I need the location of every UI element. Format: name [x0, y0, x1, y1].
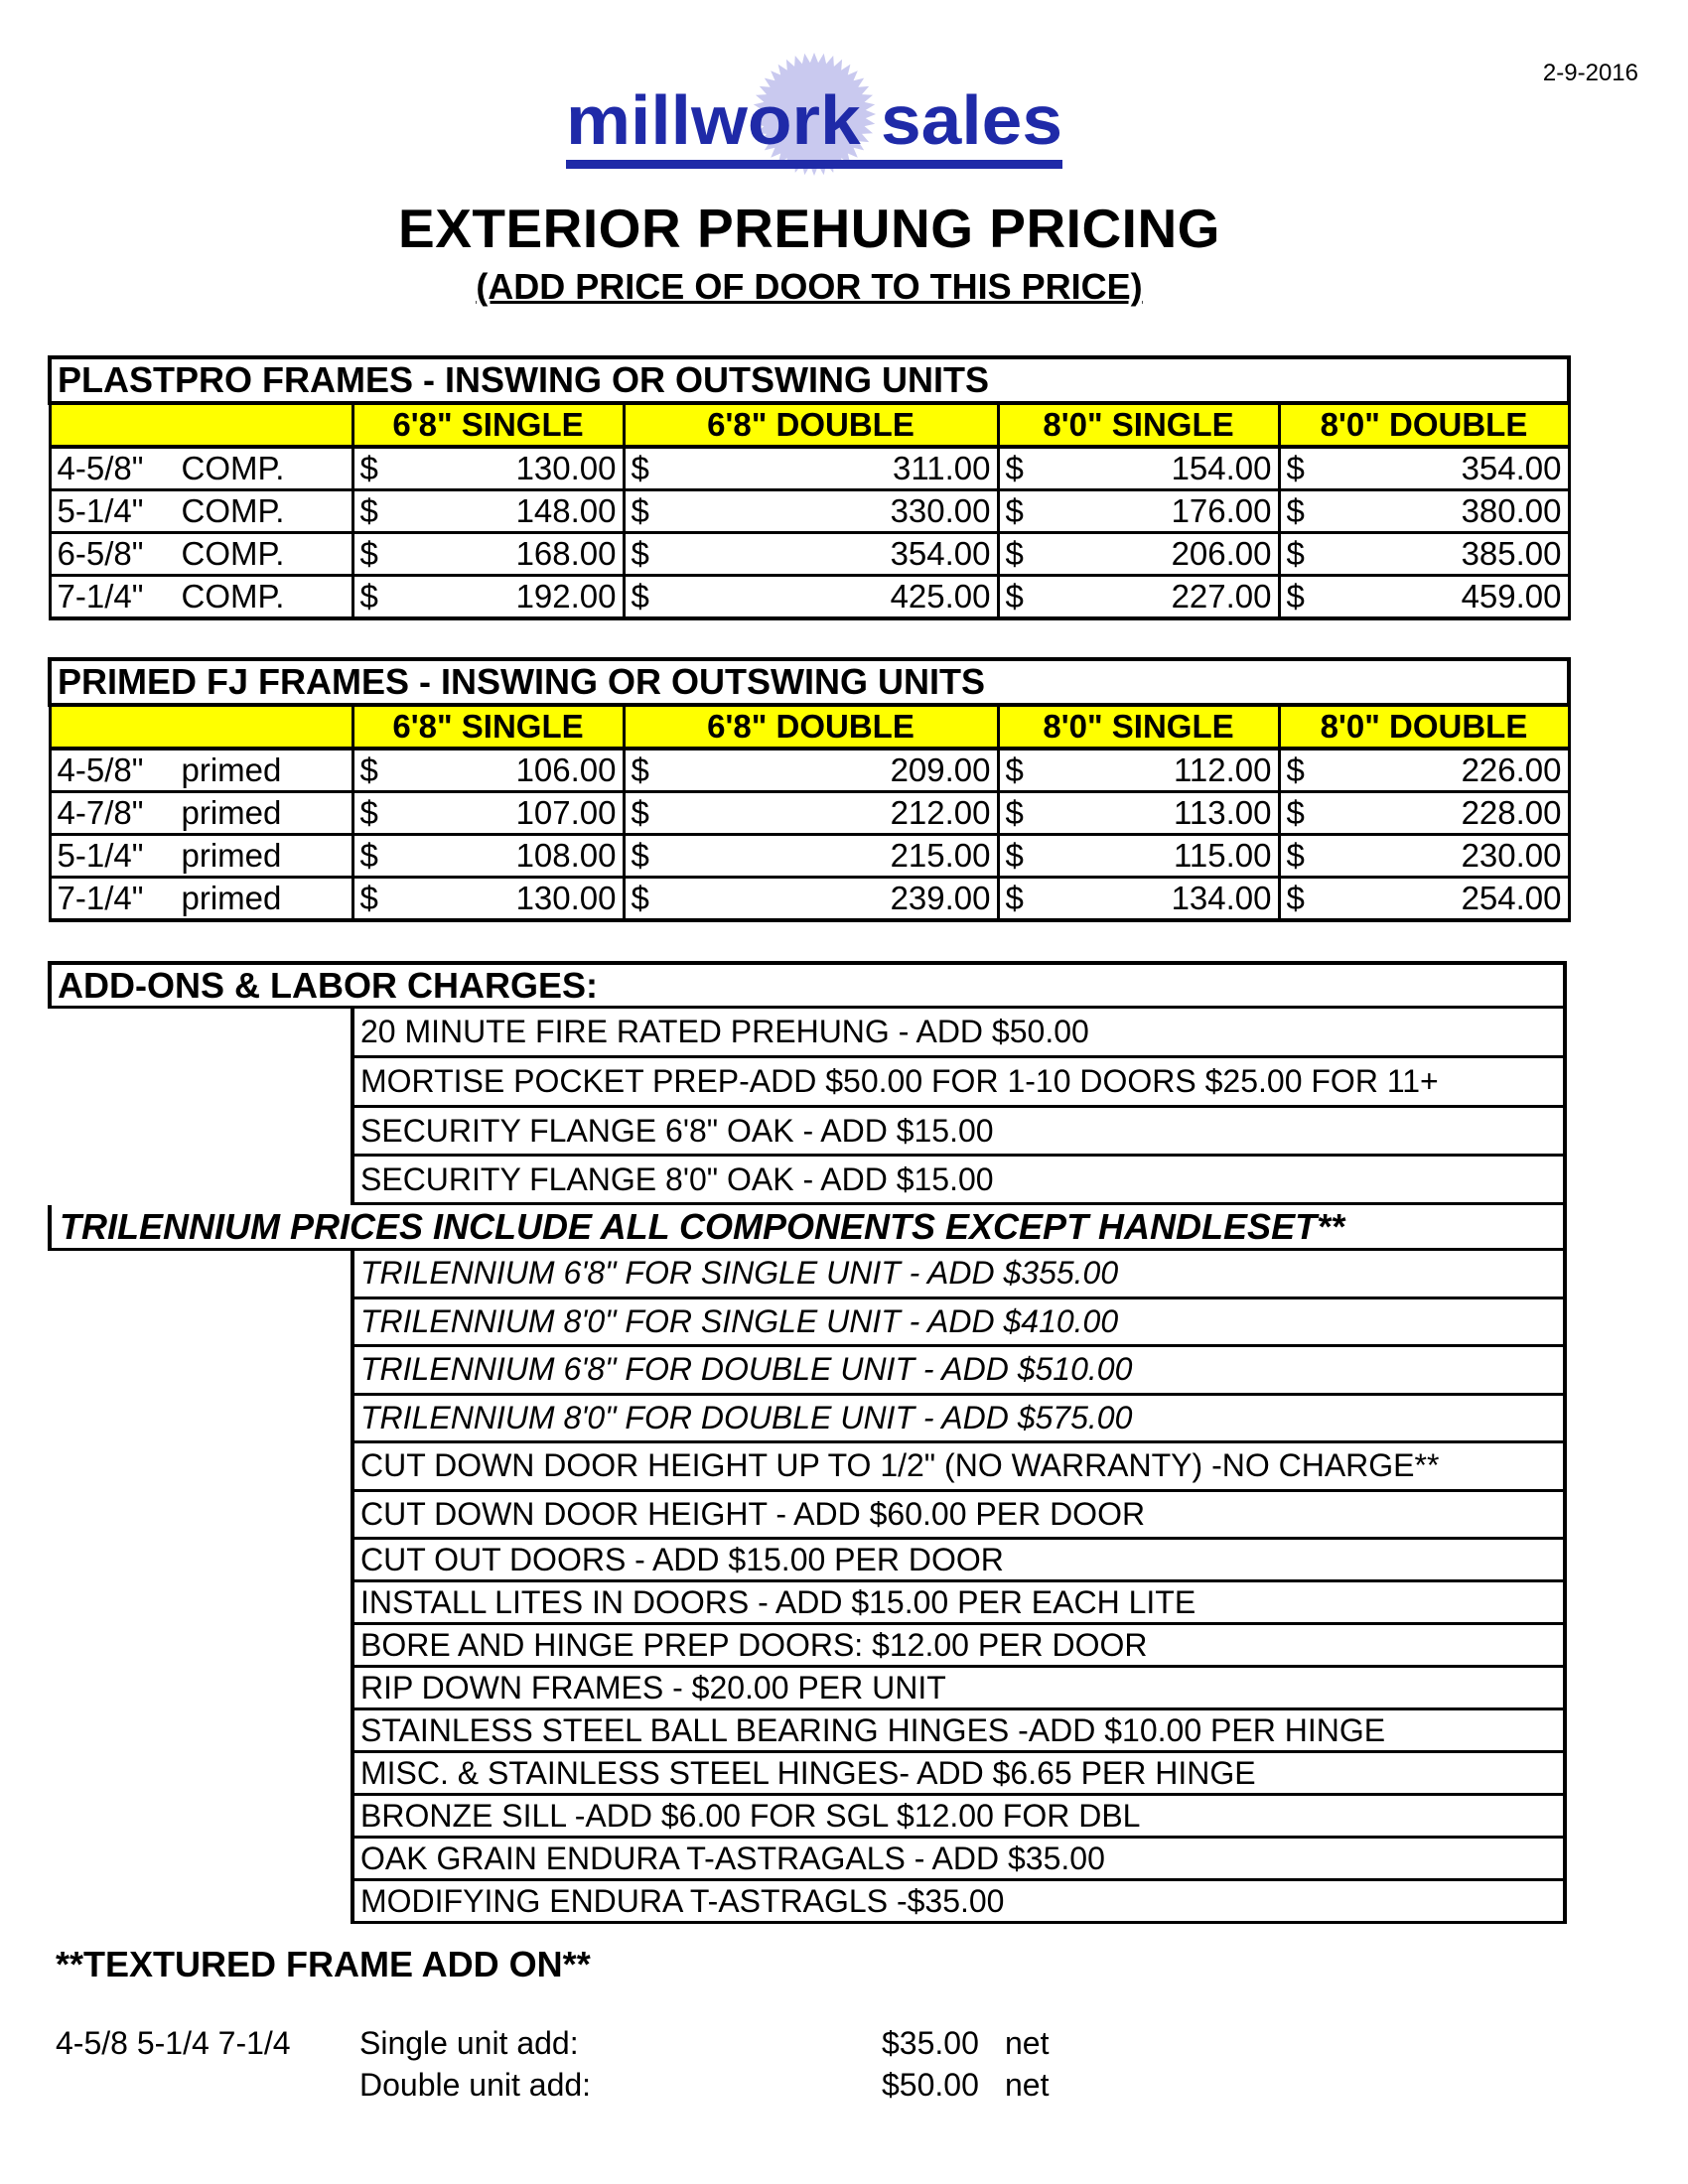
column-header: 8'0" SINGLE	[998, 403, 1279, 447]
table-row	[50, 533, 1569, 576]
frame-size: 7-1/4"	[57, 578, 144, 614]
frame-size: 4-7/8"	[57, 794, 144, 831]
addon-item: MODIFYING ENDURA T-ASTRAGLS -$35.00	[351, 1881, 1567, 1924]
plastpro-frames-table	[48, 355, 1571, 620]
column-header: 8'0" DOUBLE	[1279, 705, 1569, 749]
frame-size: 5-1/4"	[57, 492, 144, 529]
price-value: 226.00	[1461, 751, 1562, 788]
currency-symbol: $	[631, 837, 649, 874]
currency-symbol: $	[1286, 535, 1305, 572]
table-row	[50, 749, 1569, 792]
frame-type: COMP.	[181, 492, 285, 529]
column-header: 8'0" SINGLE	[998, 705, 1279, 749]
price-value: 209.00	[890, 751, 991, 788]
price-cell	[352, 533, 624, 576]
price-cell	[998, 792, 1279, 835]
row-label	[50, 490, 352, 533]
price-value: 112.00	[1174, 751, 1272, 788]
price-cell	[352, 490, 624, 533]
addon-item: TRILENNIUM 8'0" FOR SINGLE UNIT - ADD $410.00	[351, 1299, 1567, 1348]
addon-item: OAK GRAIN ENDURA T-ASTRAGALS - ADD $35.00	[351, 1839, 1567, 1881]
currency-symbol: $	[1286, 751, 1305, 788]
price-value: 130.00	[515, 450, 617, 486]
price-value: 227.00	[1171, 578, 1272, 614]
price-value: 354.00	[1461, 450, 1562, 486]
addon-item: STAINLESS STEEL BALL BEARING HINGES -ADD $10.00 PER HINGE	[351, 1710, 1567, 1753]
currency-symbol: $	[359, 837, 378, 874]
price-cell	[1279, 533, 1569, 576]
price-value: 108.00	[515, 837, 617, 874]
price-cell	[998, 835, 1279, 878]
price-cell	[352, 749, 624, 792]
textured-sizes: 4-5/8 5-1/4 7-1/4	[56, 2025, 291, 2061]
textured-frame-title: **TEXTURED FRAME ADD ON**	[56, 1944, 591, 1984]
currency-symbol: $	[631, 880, 649, 916]
price-value: 239.00	[890, 880, 991, 916]
frame-size: 6-5/8"	[57, 535, 144, 572]
column-header: 6'8" DOUBLE	[624, 705, 998, 749]
price-cell	[998, 447, 1279, 490]
addon-item: INSTALL LITES IN DOORS - ADD $15.00 PER EACH LITE	[351, 1582, 1567, 1625]
column-header: 6'8" SINGLE	[352, 403, 624, 447]
price-cell	[624, 447, 998, 490]
price-value: 380.00	[1461, 492, 1562, 529]
frame-type: COMP.	[181, 450, 285, 486]
price-cell	[998, 878, 1279, 921]
document-date: 2-9-2016	[1542, 60, 1638, 86]
addons-title: ADD-ONS & LABOR CHARGES:	[48, 961, 1567, 1009]
double-unit-label: Double unit add:	[359, 2067, 592, 2103]
currency-symbol: $	[1286, 880, 1305, 916]
trilennium-title: TRILENNIUM PRICES INCLUDE ALL COMPONENTS EXCEPT HANDLESET**	[48, 1205, 1567, 1251]
price-cell	[624, 792, 998, 835]
frame-type: primed	[181, 837, 282, 874]
currency-symbol: $	[631, 492, 649, 529]
price-cell	[352, 792, 624, 835]
price-value: 215.00	[890, 837, 991, 874]
price-cell	[1279, 792, 1569, 835]
column-header: 6'8" SINGLE	[352, 705, 624, 749]
double-unit-price: $50.00	[882, 2067, 979, 2103]
addon-item: TRILENNIUM 6'8" FOR DOUBLE UNIT - ADD $510.00	[351, 1347, 1567, 1396]
currency-symbol: $	[1286, 837, 1305, 874]
price-cell	[624, 835, 998, 878]
header-blank	[50, 403, 352, 447]
addon-item: SECURITY FLANGE 8'0" OAK - ADD $15.00	[351, 1157, 1567, 1205]
currency-symbol: $	[631, 450, 649, 486]
price-value: 154.00	[1171, 450, 1272, 486]
price-value: 212.00	[890, 794, 991, 831]
price-cell	[624, 576, 998, 619]
frame-type: primed	[181, 880, 282, 916]
frame-size: 5-1/4"	[57, 837, 144, 874]
logo-underline	[566, 160, 1062, 169]
price-cell	[624, 878, 998, 921]
price-value: 311.00	[893, 450, 991, 486]
price-value: 228.00	[1461, 794, 1562, 831]
currency-symbol: $	[359, 880, 378, 916]
price-value: 130.00	[515, 880, 617, 916]
price-value: 134.00	[1171, 880, 1272, 916]
currency-symbol: $	[631, 535, 649, 572]
price-cell	[1279, 490, 1569, 533]
addon-item: MISC. & STAINLESS STEEL HINGES- ADD $6.65 PER HINGE	[351, 1753, 1567, 1796]
price-value: 459.00	[1461, 578, 1562, 614]
row-label	[50, 533, 352, 576]
currency-symbol: $	[359, 535, 378, 572]
currency-symbol: $	[1286, 492, 1305, 529]
price-value: 113.00	[1174, 794, 1272, 831]
currency-symbol: $	[1005, 535, 1024, 572]
primed-fj-frames-table	[48, 657, 1571, 922]
currency-symbol: $	[359, 578, 378, 614]
addon-item: TRILENNIUM 8'0" FOR DOUBLE UNIT - ADD $575.00	[351, 1396, 1567, 1444]
currency-symbol: $	[631, 578, 649, 614]
price-value: 385.00	[1461, 535, 1562, 572]
price-value: 425.00	[890, 578, 991, 614]
row-label	[50, 792, 352, 835]
column-header: 6'8" DOUBLE	[624, 403, 998, 447]
price-value: 230.00	[1461, 837, 1562, 874]
row-label	[50, 447, 352, 490]
price-cell	[352, 878, 624, 921]
currency-symbol: $	[359, 751, 378, 788]
price-value: 106.00	[515, 751, 617, 788]
price-cell	[998, 533, 1279, 576]
currency-symbol: $	[1286, 578, 1305, 614]
price-cell	[998, 576, 1279, 619]
table-row	[50, 576, 1569, 619]
price-cell	[352, 447, 624, 490]
frame-type: COMP.	[181, 535, 285, 572]
table-title: PLASTPRO FRAMES - INSWING OR OUTSWING UNITS	[50, 357, 1569, 403]
currency-symbol: $	[1005, 880, 1024, 916]
currency-symbol: $	[1005, 578, 1024, 614]
price-cell	[1279, 576, 1569, 619]
table-row	[50, 447, 1569, 490]
addon-item: 20 MINUTE FIRE RATED PREHUNG - ADD $50.00	[351, 1009, 1567, 1058]
price-value: 115.00	[1174, 837, 1272, 874]
currency-symbol: $	[1005, 837, 1024, 874]
table-row	[50, 792, 1569, 835]
price-value: 330.00	[890, 492, 991, 529]
price-value: 192.00	[515, 578, 617, 614]
addon-item: RIP DOWN FRAMES - $20.00 PER UNIT	[351, 1668, 1567, 1710]
currency-symbol: $	[1286, 450, 1305, 486]
price-value: 168.00	[515, 535, 617, 572]
row-label	[50, 576, 352, 619]
addon-item: SECURITY FLANGE 6'8" OAK - ADD $15.00	[351, 1108, 1567, 1157]
price-cell	[352, 835, 624, 878]
currency-symbol: $	[1005, 794, 1024, 831]
table-row	[50, 835, 1569, 878]
price-value: 254.00	[1461, 880, 1562, 916]
price-cell	[624, 533, 998, 576]
column-header: 8'0" DOUBLE	[1279, 403, 1569, 447]
single-unit-suffix: net	[1005, 2025, 1050, 2061]
currency-symbol: $	[1005, 751, 1024, 788]
double-unit-suffix: net	[1005, 2067, 1050, 2103]
page-title: EXTERIOR PREHUNG PRICING	[398, 198, 1220, 259]
frame-type: primed	[181, 751, 282, 788]
price-cell	[998, 749, 1279, 792]
price-value: 206.00	[1171, 535, 1272, 572]
frame-type: primed	[181, 794, 282, 831]
row-label	[50, 749, 352, 792]
addon-item: CUT OUT DOORS - ADD $15.00 PER DOOR	[351, 1540, 1567, 1582]
price-value: 148.00	[515, 492, 617, 529]
table-row	[50, 490, 1569, 533]
addon-item: BORE AND HINGE PREP DOORS: $12.00 PER DOOR	[351, 1625, 1567, 1668]
table-row	[50, 878, 1569, 921]
price-cell	[624, 749, 998, 792]
currency-symbol: $	[1005, 450, 1024, 486]
row-label	[50, 835, 352, 878]
currency-symbol: $	[1005, 492, 1024, 529]
price-cell	[1279, 447, 1569, 490]
price-cell	[998, 490, 1279, 533]
single-unit-price: $35.00	[882, 2025, 979, 2061]
price-value: 107.00	[515, 794, 617, 831]
row-label	[50, 878, 352, 921]
price-cell	[1279, 878, 1569, 921]
addon-item: CUT DOWN DOOR HEIGHT UP TO 1/2" (NO WARRANTY) -NO CHARGE**	[351, 1443, 1567, 1492]
currency-symbol: $	[359, 492, 378, 529]
single-unit-label: Single unit add:	[359, 2025, 579, 2061]
price-cell	[1279, 835, 1569, 878]
price-cell	[1279, 749, 1569, 792]
currency-symbol: $	[359, 794, 378, 831]
logo-text: millwork sales	[566, 81, 1062, 159]
addon-item: MORTISE POCKET PREP-ADD $50.00 FOR 1-10 DOORS $25.00 FOR 11+	[351, 1058, 1567, 1108]
currency-symbol: $	[631, 794, 649, 831]
addon-item: BRONZE SILL -ADD $6.00 FOR SGL $12.00 FOR DBL	[351, 1796, 1567, 1839]
price-cell	[624, 490, 998, 533]
price-value: 176.00	[1171, 492, 1272, 529]
millwork-sales-logo	[556, 45, 1072, 179]
frame-size: 4-5/8"	[57, 751, 144, 788]
price-cell	[352, 576, 624, 619]
addon-item: TRILENNIUM 6'8" FOR SINGLE UNIT - ADD $355.00	[351, 1251, 1567, 1299]
frame-size: 4-5/8"	[57, 450, 144, 486]
price-value: 354.00	[890, 535, 991, 572]
page-subtitle: (ADD PRICE OF DOOR TO THIS PRICE)	[476, 266, 1143, 307]
table-title: PRIMED FJ FRAMES - INSWING OR OUTSWING UNITS	[50, 659, 1569, 705]
frame-size: 7-1/4"	[57, 880, 144, 916]
frame-type: COMP.	[181, 578, 285, 614]
addon-item: CUT DOWN DOOR HEIGHT - ADD $60.00 PER DOOR	[351, 1492, 1567, 1541]
currency-symbol: $	[1286, 794, 1305, 831]
currency-symbol: $	[359, 450, 378, 486]
header-blank	[50, 705, 352, 749]
currency-symbol: $	[631, 751, 649, 788]
